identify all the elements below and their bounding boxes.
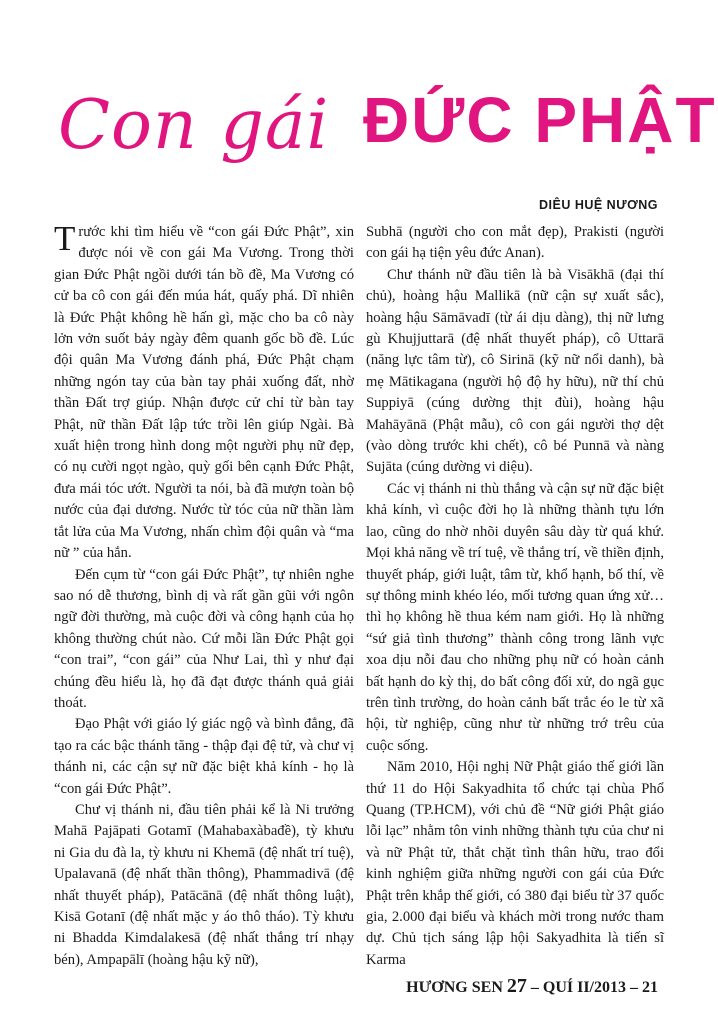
paragraph: Chư thánh nữ đầu tiên là bà Visākhā (đại thí chủ), hoàng hậu Mallikā (nữ cận sự xuất sắc), hoàng hậu Sāmāvadī (từ ái dịu dàng), thị nữ lưng gù Khujjuttarā (đệ nhất thuyết pháp), cô Uttarā (năng lực tâm từ), cô Sirinā (kỹ nữ nổi danh), bà mẹ Mātikagana (người hộ độ hy hữu), nữ thí chủ Suppiyā (cúng dường thịt đùi), hoàng hậu Mahāyānā (Phật mẫu), cô con gái người thợ dệt (vào dòng trước khi chết), cô bé Punnā và nàng Sujāta (cúng dường vi diệu). (366, 266, 664, 476)
article-title (58, 84, 717, 178)
paragraph: Chư vị thánh ni, đầu tiên phải kể là Ni trưởng Mahā Pajāpati Gotamī (Mahabaxàbađề), tỳ khưu ni Gia du đà la, tỳ khưu ni Khemā (đệ nhất trí tuệ), Upalavanā (đệ nhất thần thông), Phammadivā (đệ nhất thuyết pháp), Patācānā (đệ nhất thông luật), Kisā Gotanī (đệ nhất mặc y áo thô tháo). Tỳ khưu ni Bhadda Kimdalakesā (đệ nhất thắng trí nhạy bén), Ampapālī (hoàng hậu kỹ nữ), (54, 801, 354, 968)
page-number: 21 (642, 979, 658, 996)
paragraph (54, 219, 354, 565)
page-footer (406, 975, 658, 998)
title-bold-part: ĐỨC PHẬT (363, 84, 717, 156)
paragraph: Năm 2010, Hội nghị Nữ Phật giáo thế giới lần thứ 11 do Hội Sakyadhita tổ chức tại chùa Phổ Quang (TP.HCM), với chủ đề “Nữ giới Phật giáo lỗi lạc” nhằm tôn vinh những thành tựu của chư ni và nữ Phật tử, thắt chặt tình thân hữu, trao đổi kinh nghiệm giữa những người con gái của Đức Phật trên khắp thế giới, có 380 đại biểu từ 37 quốc gia, 2.000 đại biểu và khách mời trong nước tham dự. Chủ tịch sáng lập hội Sakyadhita là tiến sĩ Karma (366, 759, 664, 968)
issue-text: – QUÍ II/2013 – (530, 979, 638, 996)
author-byline: DIÊU HUỆ NƯƠNG (538, 198, 658, 212)
paragraph: Đạo Phật với giáo lý giác ngộ và bình đẳng, đã tạo ra các bậc thánh tăng - thập đại đệ tử, và chư vị thánh ni, các cận sự nữ đặc biệt khả kính - họ là “con gái Đức Phật”. (54, 716, 354, 797)
paragraph: Các vị thánh ni thù thắng và cận sự nữ đặc biệt khả kính, vì cuộc đời họ là những thành tựu lớn lao, cũng do nhờ nhõi duyên sâu dày từ quá khứ. Mọi khả năng về trí tuệ, về thắng trí, về thiền định, thuyết pháp, giới luật, tâm từ, khổ hạnh, bố thí, về sự thông minh khéo léo, mối tương quan ứng xử… thì họ không hề thua kém nam giới. Họ là những “sứ giả tình thương” thành công trong lãnh vực xoa dịu nỗi đau cho những phụ nữ có hoàn cảnh bất hạnh do kỳ thị, do bất công đối xử, do ngã gục trên tình trường, do hoàn cảnh bất trắc éo le từ xã hội, từ nghiệp, cũng như từ những trớ trêu của cuộc sống. (366, 480, 664, 754)
title-script-part: Con gái (58, 86, 330, 165)
paragraph-text: rước khi tìm hiểu về “con gái Đức Phật”, xin được nói về con gái Ma Vương. Trong thời gian Đức Phật ngồi dưới tán bồ đề, Ma Vương có cử ba cô con gái đến múa hát, quấy phá. Dĩ nhiên là Đức Phật không hề hấn gì, mặc cho ba cô này lởn vởn suốt bảy ngày đêm quanh gốc bồ đề. Lúc đội quân Ma Vương đánh phá, Đức Phật chạm những ngón tay của bàn tay phải xuống đất, nhờ thần Đất trợ giúp. Nhận được cử chỉ từ bàn tay Phật, nữ thần Đất lập tức trồi lên giúp Ngài. Bà xuất hiện trong hình dong một người phụ nữ đẹp, có nụ cười ngọt ngào, quỳ gối bên cạnh Đức Phật, đưa mái tóc ướt. Người ta nói, bà đã mượn toàn bộ nước của đại dương. Nước từ tóc của nữ thần làm tắt lửa của Ma Vương, nhấn chìm đội quân và “ma nữ ” của hắn. (54, 224, 354, 562)
paragraph: Subhā (người cho con mắt đẹp), Prakisti (người con gái hạ tiện yêu đức Anan). (366, 224, 664, 262)
text-column-left (54, 219, 354, 971)
magazine-name: HƯƠNG SEN (406, 979, 503, 996)
drop-cap: T (54, 219, 76, 258)
issue-number: 27 (506, 975, 527, 997)
paragraph: Đến cụm từ “con gái Đức Phật”, tự nhiên nghe sao nó dễ thương, bình dị và rất gần gũi với ngôn ngữ đời thường, mà cuộc đời và công hạnh của họ không thường chút nào. Cứ mỗi lần Đức Phật gọi “con trai”, “con gái” của Như Lai, thì y như đại chúng đều hiểu là, họ đã đạt được thánh quả giải thoát. (54, 566, 354, 711)
text-column-right (366, 222, 664, 971)
